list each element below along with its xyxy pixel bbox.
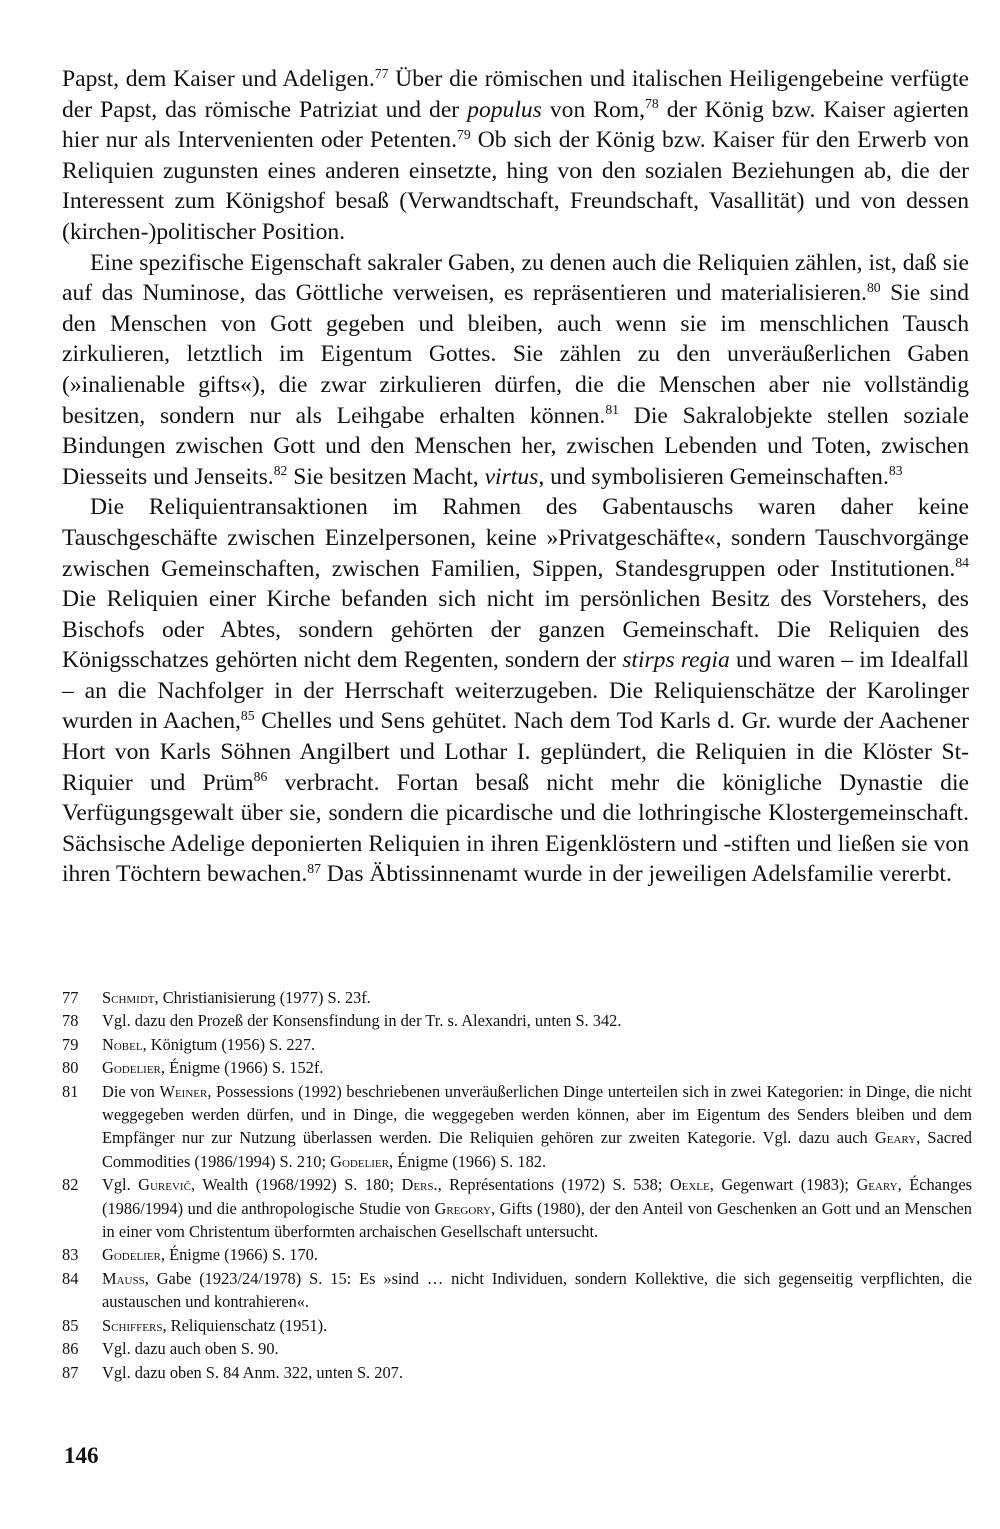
footnote-number: 83 (62, 1245, 79, 1265)
footnote (62, 1173, 972, 1243)
footnote (62, 1337, 972, 1360)
footnote-reference: 87 (307, 860, 321, 876)
author-name: Schmidt (102, 988, 155, 1007)
footnote (62, 986, 972, 1009)
paragraph (62, 64, 969, 248)
text-run: Die Reliquien einer Kirche befanden sich nicht im persönlichen Besitz des Vorstehers, des Bischofs oder Abtes, sondern gehörten der ganzen Gemeinschaft. Die Reliquien des Königsschatzes gehörten nicht dem Regenten, sondern der (62, 586, 969, 674)
text-run: von Rom, (541, 96, 646, 123)
author-name: Gregory (434, 1198, 491, 1218)
text-run: , Gabe (1923/24/1978) S. 15: Es »sind … nicht Individuen, sondern Kollektive, die sich gegenseitig verpflichten, die austauschen und kontrahieren«. (102, 1268, 972, 1312)
footnote-text (102, 1173, 972, 1243)
text-run: Sie besitzen Macht, (287, 463, 485, 490)
text-run: Vgl. (102, 1175, 139, 1195)
author-name: Nobel (102, 1034, 143, 1054)
footnote-number: 80 (62, 1058, 79, 1078)
footnote-reference: 77 (374, 65, 389, 81)
author-name: Weiner (159, 1081, 208, 1101)
footnote-text (102, 986, 972, 1009)
author-name: Schiffers (102, 1315, 163, 1335)
page-number: 146 (64, 1443, 99, 1468)
footnote-text (102, 1080, 972, 1174)
footnote-text (102, 1033, 972, 1056)
text-run: der König bzw. Kaiser agierten hier nur als Intervenienten oder Petenten. (62, 96, 969, 154)
footnote (62, 1267, 972, 1314)
footnote-reference: 79 (457, 126, 471, 142)
text-run: Über die römischen und italischen Heiligengebeine verfügte der Papst, das römische Patriziat und der (62, 66, 969, 123)
text-run: Das Äbtissinnenamt wurde in der jeweiligen Adelsfamilie vererbt. (320, 861, 952, 888)
footnote-reference: 78 (645, 96, 659, 112)
text-run: , Échanges (1986/1994) und die anthropologische Studie von (102, 1175, 972, 1218)
author-name: Oexle (669, 1175, 710, 1195)
author-name: Geary (856, 1175, 898, 1195)
text-run: , Gifts (1980), der den Anteil von Geschenken an Gott und an Menschen in einer vom Christentum überformten archaischen Gesellschaft untersucht. (102, 1198, 972, 1242)
text-run: Sie sind den Menschen von Gott gegeben und bleiben, auch wenn sie im menschlichen Tausch zirkulieren, letztlich im Eigentum Gottes. Sie zählen zu den unveräußerlichen Gaben (»inalienable gifts«), die zwar zirkulieren dürfen, die die Menschen aber nie vollständig besitzen, sondern nur als Leihgabe erhalten können. (62, 280, 970, 429)
author-name: Gurevič (138, 1175, 191, 1195)
text-run: verbracht. Fortan besaß nicht mehr die königliche Dynastie die Verfügungsgewalt über sie, sondern die picardische und die lothringische Klostergemeinschaft. Sächsische Adelige deponierten Reliquien in ihren Eigenklöstern und -stiften und ließen sie von ihren Töchtern bewachen. (62, 769, 969, 888)
text-run: Ob sich der König bzw. Kaiser für den Erwerb von Reliquien zugunsten eines anderen einsetzte, hing von den sozialen Beziehungen ab, die der Interessent zum Königshof besaß (Verwandtschaft, Freundschaft, Vasallität) und von dessen (kirchen-)politischer Position. (62, 127, 969, 245)
footnote (62, 1080, 972, 1174)
text-run: Eine spezifische Eigenschaft sakraler Gaben, zu denen auch die Reliquien zählen, ist, daß sie auf das Numinose, das Göttliche verweisen, es repräsentieren und materialisieren. (62, 249, 969, 307)
paragraph (62, 248, 969, 493)
paragraph (62, 492, 969, 890)
footnote-number: 86 (62, 1339, 79, 1359)
footnote-text (102, 1267, 972, 1314)
footnote-number: 82 (62, 1175, 79, 1195)
text-run: , Gegenwart (1983); (709, 1175, 857, 1195)
author-name: Mauss (102, 1268, 145, 1288)
footnote-reference: 82 (273, 463, 288, 479)
footnote-number: 85 (62, 1315, 79, 1335)
italic-text: populus (467, 96, 542, 123)
footnote (62, 1243, 972, 1266)
footnote-number: 79 (62, 1034, 79, 1054)
footnote-text (102, 1361, 972, 1384)
footnote (62, 1033, 972, 1056)
text-run: Die von (102, 1081, 160, 1101)
footnote (62, 1314, 972, 1337)
text-run: , Christianisierung (1977) S. 23f. (154, 988, 371, 1007)
author-name: Godelier (102, 1245, 161, 1265)
footnote (62, 1361, 972, 1384)
footnote-number: 78 (62, 1011, 79, 1031)
text-run: , Représentations (1972) S. 538; (437, 1175, 670, 1195)
footnote-text (102, 1009, 972, 1032)
footnote-reference: 81 (605, 402, 619, 418)
author-name: Godelier (102, 1058, 161, 1078)
text-run: , und symbolisieren Gemeinschaften. (538, 463, 889, 490)
text-run: Chelles und Sens gehütet. Nach dem Tod Karls d. Gr. wurde der Aachener Hort von Karls Söhnen Angilbert und Lothar I. geplündert, die Reliquien in die Klöster St-Riquier und Prüm (62, 708, 969, 796)
footnote-text (102, 1056, 972, 1079)
text-run: , Possessions (1992) beschriebenen unveräußerlichen Dinge unterteilen sich in zwei Kategorien: in Dinge, die nicht weggegeben werden dürfen, und in Dinge, die weggegeben werden können, aber im Eigentum des Senders bleiben und dem Empfänger nur zur Nutzung überlassen werden. Die Reliquien gehören zur zweiten Kategorie. Vgl. dazu auch (102, 1081, 972, 1148)
text-run: Papst, dem Kaiser und Adeligen. (62, 66, 375, 92)
text-run: Vgl. dazu oben S. 84 Anm. 322, unten S. 207. (102, 1362, 403, 1382)
author-name: Ders. (401, 1175, 438, 1195)
footnote-number: 84 (62, 1268, 79, 1288)
text-run: , Wealth (1968/1992) S. 180; (190, 1175, 402, 1195)
footnote-text (102, 1314, 972, 1337)
text-run: Vgl. dazu auch oben S. 90. (102, 1339, 279, 1359)
text-run: , Sacred Commodities (1986/1994) S. 210; (102, 1128, 973, 1171)
footnote-number: 81 (62, 1081, 79, 1101)
text-run: und waren – im Idealfall – an die Nachfolger in der Herrschaft weiterzugeben. Die Reliquienschätze der Karolinger wurden in Aachen, (62, 647, 969, 735)
text-run: , Reliquienschatz (1951). (162, 1315, 328, 1335)
footnote (62, 1056, 972, 1079)
footnote-reference: 83 (888, 463, 903, 479)
text-run: Die Sakralobjekte stellen soziale Bindungen zwischen Gott und den Menschen her, zwischen Lebenden und Toten, zwischen Diesseits und Jenseits. (62, 402, 969, 490)
text-run: , Königtum (1956) S. 227. (142, 1034, 316, 1054)
text-run: Vgl. dazu den Prozeß der Konsensfindung in der Tr. s. Alexandri, unten S. 342. (102, 1011, 622, 1031)
footnote (62, 1009, 972, 1032)
footnote-reference: 80 (866, 279, 881, 295)
footnotes (62, 986, 972, 1384)
footnote-reference: 85 (240, 707, 255, 723)
text-run: Die Reliquientransaktionen im Rahmen des Gabentauschs waren daher keine Tauschgeschäfte zwischen Einzelpersonen, keine »Privatgeschäfte«, sondern Tauschvorgänge zwischen Gemeinschaften, zwischen Familien, Sippen, Standesgruppen oder Institutionen. (62, 494, 969, 582)
footnote-text (102, 1243, 972, 1266)
footnote-text (102, 1337, 972, 1360)
main-text (62, 64, 969, 890)
footnote-reference: 84 (955, 555, 969, 571)
footnote-reference: 86 (253, 769, 268, 785)
author-name: Geary (874, 1128, 917, 1148)
footnote-number: 87 (62, 1362, 79, 1382)
italic-text: virtus (484, 463, 539, 490)
footnote-number: 77 (62, 988, 79, 1007)
text-run: , Énigme (1966) S. 152f. (160, 1058, 324, 1078)
text-run: , Énigme (1966) S. 170. (160, 1245, 318, 1265)
author-name: Godelier (330, 1151, 389, 1171)
italic-text: stirps regia (622, 647, 730, 674)
text-run: , Énigme (1966) S. 182. (389, 1151, 547, 1171)
